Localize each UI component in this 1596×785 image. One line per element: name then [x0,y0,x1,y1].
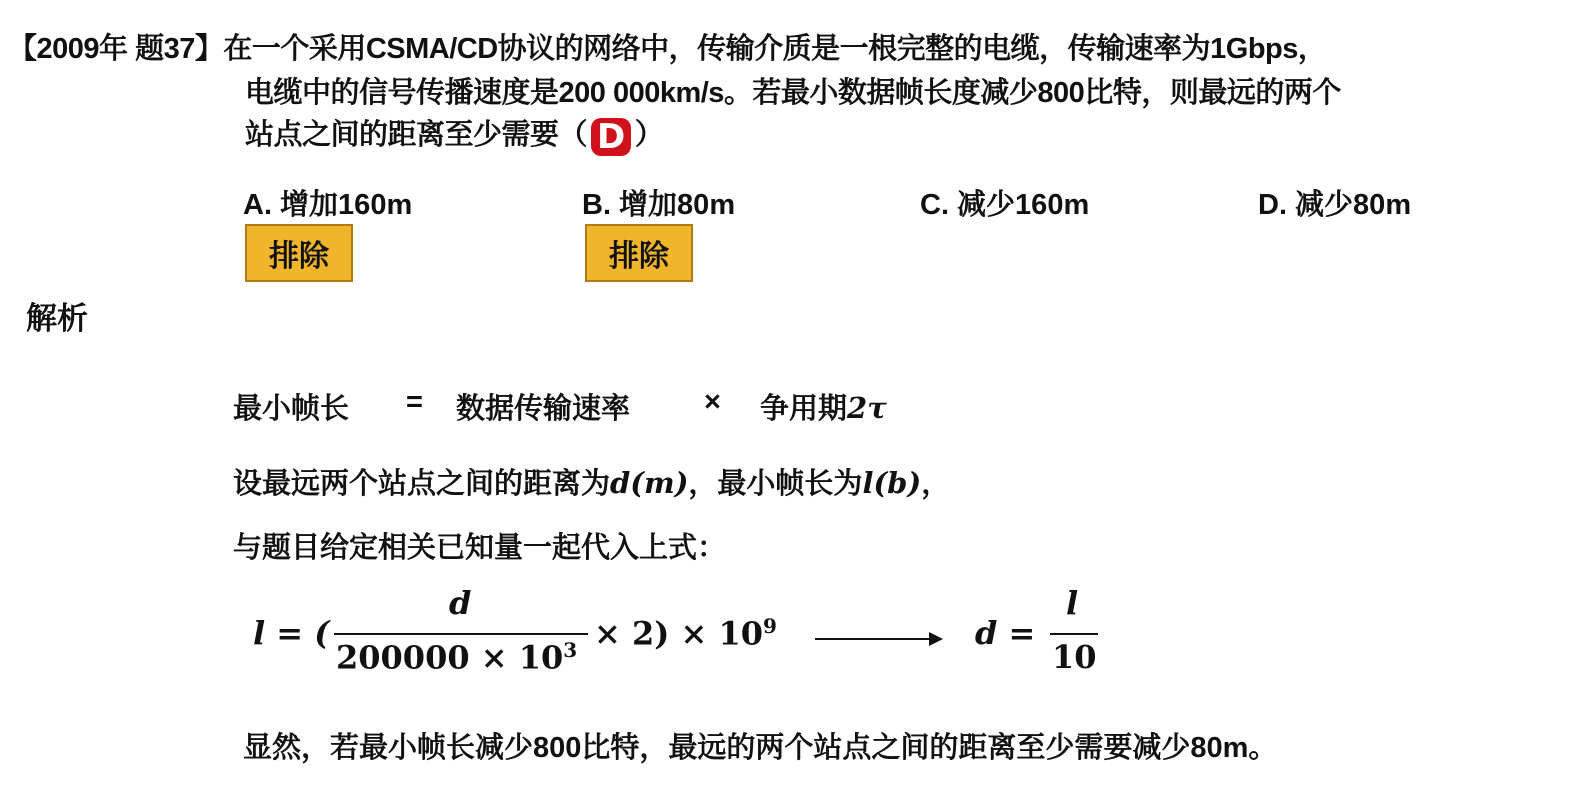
formula-numerator: d [449,584,472,622]
analysis-line-2 [233,461,950,502]
eq1-right [760,386,887,427]
option-c: C. 减少160m [920,189,1090,221]
question-line-1 [8,26,1326,67]
formula-after-text: × 2) × 10 [594,614,763,653]
question-line-3 [245,112,663,156]
result-lhs-text: d = [975,614,1036,652]
eq1-mid: 数据传输速率 [456,393,631,425]
result-lhs [975,614,1035,652]
result-denominator: 10 [1052,638,1097,676]
arrow-head-icon [929,632,943,646]
formula-den-exp: 3 [563,638,578,662]
eq1-right-math: 2τ [847,391,887,425]
result-numerator: l [1066,584,1079,622]
option-b: B. 增加80m [582,189,736,221]
option-a: A. 增加160m [243,189,413,221]
question-paren-close: ） [634,119,664,151]
eq1-left: 最小帧长 [233,393,350,425]
formula-fraction-bar [334,633,588,635]
formula-lhs-text: l = ( [253,614,330,652]
option-d: D. 减少80m [1258,189,1412,221]
formula-after [594,614,777,653]
analysis-line-3: 与题目给定相关已知量一起代入上式： [233,532,727,564]
question-text-1: 在一个采用CSMA/CD协议的网络中，传输介质是一根完整的电缆，传输速率为1Gbps， [223,33,1327,65]
eq1-right-text: 争用期 [760,393,848,425]
arrow-icon [815,638,935,640]
eq1-equals: = [406,386,423,418]
line2-math-d: d(m) [610,466,689,500]
question-tag: 【2009年 题37】 [8,33,224,65]
conclusion: 显然，若最小帧长减少800比特，最远的两个站点之间的距离至少需要减少80m。 [243,732,1278,764]
line2-text-a: 设最远两个站点之间的距离为 [233,468,611,500]
exclude-badge-a: 排除 [245,224,353,282]
line2-text-c: ， [921,468,951,500]
result-fraction-bar [1050,633,1098,635]
formula-after-exp: 9 [762,614,777,638]
analysis-heading: 解析 [26,301,88,336]
question-text-3: 站点之间的距离至少需要（ [245,119,588,151]
exclude-badge-b: 排除 [585,224,693,282]
formula-denominator [336,638,577,677]
line2-text-b: ，最小帧长为 [688,468,863,500]
question-line-2: 电缆中的信号传播速度是200 000km/s。若最小数据帧长度减少800比特，则最远的两个 [245,77,1341,109]
formula-den-text: 200000 × 10 [336,638,564,677]
line2-math-l: l(b) [862,466,922,500]
answer-mark: D [591,118,631,156]
formula-lhs [253,614,329,652]
eq1-times: × [704,386,721,418]
